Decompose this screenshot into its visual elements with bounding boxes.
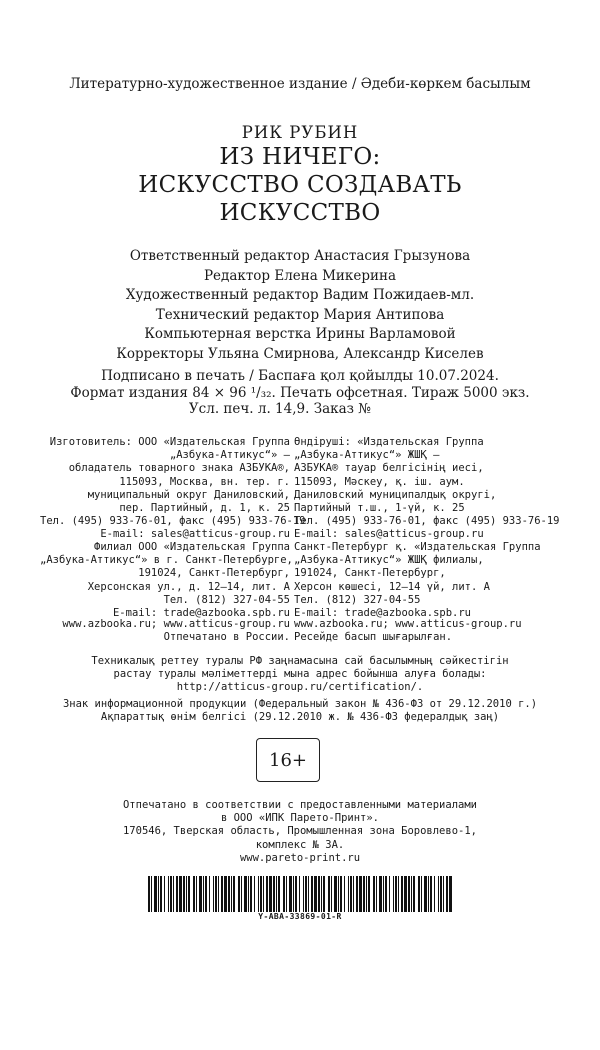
web-ru: www.azbooka.ru; www.atticus-group.ru Отпечатано в России. (62, 618, 290, 644)
credit-line: Компьютерная верстка Ирины Варламовой (144, 326, 456, 343)
print-sheets: Усл. печ. л. 14,9. Заказ № (188, 401, 372, 417)
web-kz: www.azbooka.ru; www.atticus-group.ru Ресейде басып шығарылған. (294, 618, 522, 644)
credit-line: Художественный редактор Вадим Пожидаев-мл. (125, 287, 475, 304)
credits-block (0, 247, 600, 365)
author-name: РИК РУБИН (241, 123, 359, 142)
tech-regulation: Техникалық реттеу туралы РФ заңнамасына сай басылымның сәйкестігін растау туралы мәліметтерді мына адрес бойынша алуға болады: http://atticus-group.ru/certification/. (91, 655, 509, 694)
print-info (0, 368, 600, 418)
signed-date: Подписано в печать / Баспаға қол қойылды 10.07.2024. (101, 368, 499, 384)
manufacturer-ru: Изготовитель: ООО «Издательская Группа „Азбука-Аттикус“» — обладатель товарного знака АЗБУКА®, 115093, Москва, вн. тер. г. муниципальный округ Даниловский, пер. Партийный, д. 1, к. 25 Тел. (495) 933-76-01, факс (495) 933-76-19 E-mail: sales@atticus-group.ru (40, 436, 306, 541)
credit-line: Технический редактор Мария Антипова (155, 306, 445, 323)
print-format: Формат издания 84 × 96 ¹/₃₂. Печать офсетная. Тираж 5000 экз. (70, 384, 530, 401)
title-line: ИСКУССТВО (219, 200, 381, 226)
info-product-mark: Знак информационной продукции (Федеральный закон № 436-ФЗ от 29.12.2010 г.) Ақпараттық өнім белгісі (29.12.2010 ж. № 436-ФЗ федералдық заң) (62, 698, 538, 724)
barcode-icon (148, 876, 452, 912)
book-title (0, 143, 600, 227)
title-line: ИСКУССТВО СОЗДАВАТЬ (138, 172, 462, 198)
branch-ru: Филиал ООО «Издательская Группа „Азбука-Аттикус“» в г. Санкт-Петербурге, 191024, Санкт-Петербург, Херсонская ул., д. 12–14, лит. А Тел. (812) 327-04-55 E-mail: trade@azbooka.spb.ru (40, 541, 293, 620)
credit-line: Корректоры Ульяна Смирнова, Александр Киселев (116, 345, 484, 362)
credit-line: Редактор Елена Микерина (203, 267, 397, 284)
printer-info: Отпечатано в соответствии с предоставленными материалами в ООО «ИПК Парето-Принт». 170546, Тверская область, Промышленная зона Боровлево-1, комплекс № 3А. www.pareto-print.ru (122, 799, 477, 864)
barcode-code: Y-ABA-33869-01-R (258, 912, 342, 921)
credit-line: Ответственный редактор Анастасия Грызунова (129, 248, 471, 264)
genre-line: Литературно-художественное издание / Әдеби-көркем басылым (69, 76, 531, 92)
title-line: ИЗ НИЧЕГО: (219, 144, 381, 170)
branch-kz: Санкт-Петербург қ. «Издательская Группа „Азбука-Аттикус“» ЖШҚ филиалы, 191024, Санкт-Петербург, Херсон көшесі, 12–14 үй, лит. А Тел. (812) 327-04-55 E-mail: trade@azbooka.spb.ru (294, 541, 541, 620)
age-rating-badge: 16+ (256, 738, 320, 782)
manufacturer-kz: Өндіруші: «Издательская Группа „Азбука-Аттикус“» ЖШҚ — АЗБУКА® тауар белгісінің иесі, 115093, Мәскеу, қ. іш. аум. Даниловский муниципалдық округі, Партийный т.ш., 1-үй, к. 25 Тел. (495) 933-76-01, факс (495) 933-76-19 E-mail: sales@atticus-group.ru (294, 436, 560, 541)
